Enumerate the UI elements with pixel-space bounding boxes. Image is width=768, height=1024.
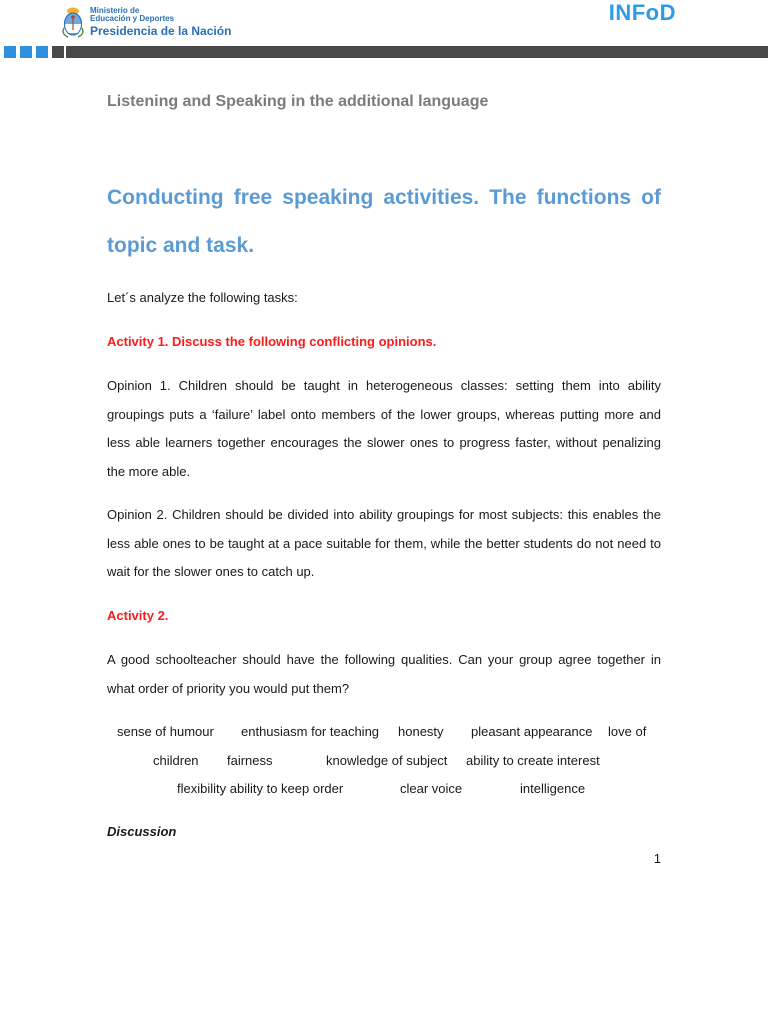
activity2-paragraph: A good schoolteacher should have the following qualities. Can your group agree together in what order of priority you would put them? (107, 652, 661, 696)
bar-long-segment (66, 46, 768, 58)
ministry-name-line3: Presidencia de la Nación (90, 23, 232, 38)
discussion-heading: Discussion (107, 824, 177, 839)
activity1-heading: Activity 1. Discuss the following conflicting opinions. (107, 334, 437, 349)
page-header (0, 0, 768, 60)
page-number: 1 (653, 851, 661, 866)
quality-item: ability to create interest (466, 753, 600, 768)
infod-logo: INFoD (608, 0, 676, 25)
bar-square-2 (20, 46, 32, 58)
page-title: Conducting free speaking activities. The functions of topic and task. (107, 186, 661, 257)
ministry-name-line1: Ministerio de (90, 5, 140, 15)
opinion2-paragraph: Opinion 2. Children should be divided into ability groupings for most subjects: this enables the less able ones to be taught at a pace suitable for them, while the better students do not need to wait for the slower ones to catch up. (107, 507, 661, 579)
quality-item: children (153, 753, 199, 768)
argentina-coat-of-arms-icon (62, 6, 84, 38)
quality-item: fairness (227, 753, 273, 768)
quality-item: knowledge of subject (326, 753, 448, 768)
intro-paragraph: Let´s analyze the following tasks: (107, 290, 298, 305)
quality-item: love of (608, 724, 647, 739)
subject-heading: Listening and Speaking in the additional language (107, 93, 489, 110)
quality-item: intelligence (520, 781, 586, 796)
activity2-heading: Activity 2. (107, 608, 169, 623)
ministry-name-line2: Educación y Deportes (90, 14, 175, 24)
opinion1-paragraph: Opinion 1. Children should be taught in heterogeneous classes: setting them into ability groupings puts a ‘failure’ label onto members of the lower groups, whereas putting more and less able learners together encourages the slower ones to progress faster, without penalizing the more able. (107, 378, 661, 479)
bar-square-4 (52, 46, 64, 58)
quality-item: clear voice (400, 781, 463, 796)
ministry-logo (62, 3, 252, 41)
bar-square-1 (4, 46, 16, 58)
quality-item: pleasant appearance (471, 724, 593, 739)
quality-item: sense of humour (117, 724, 214, 739)
quality-item: honesty (398, 724, 444, 739)
quality-item: flexibility ability to keep order (177, 781, 344, 796)
bar-square-3 (36, 46, 48, 58)
header-divider-bar (0, 46, 768, 58)
quality-item: enthusiasm for teaching (241, 724, 380, 739)
